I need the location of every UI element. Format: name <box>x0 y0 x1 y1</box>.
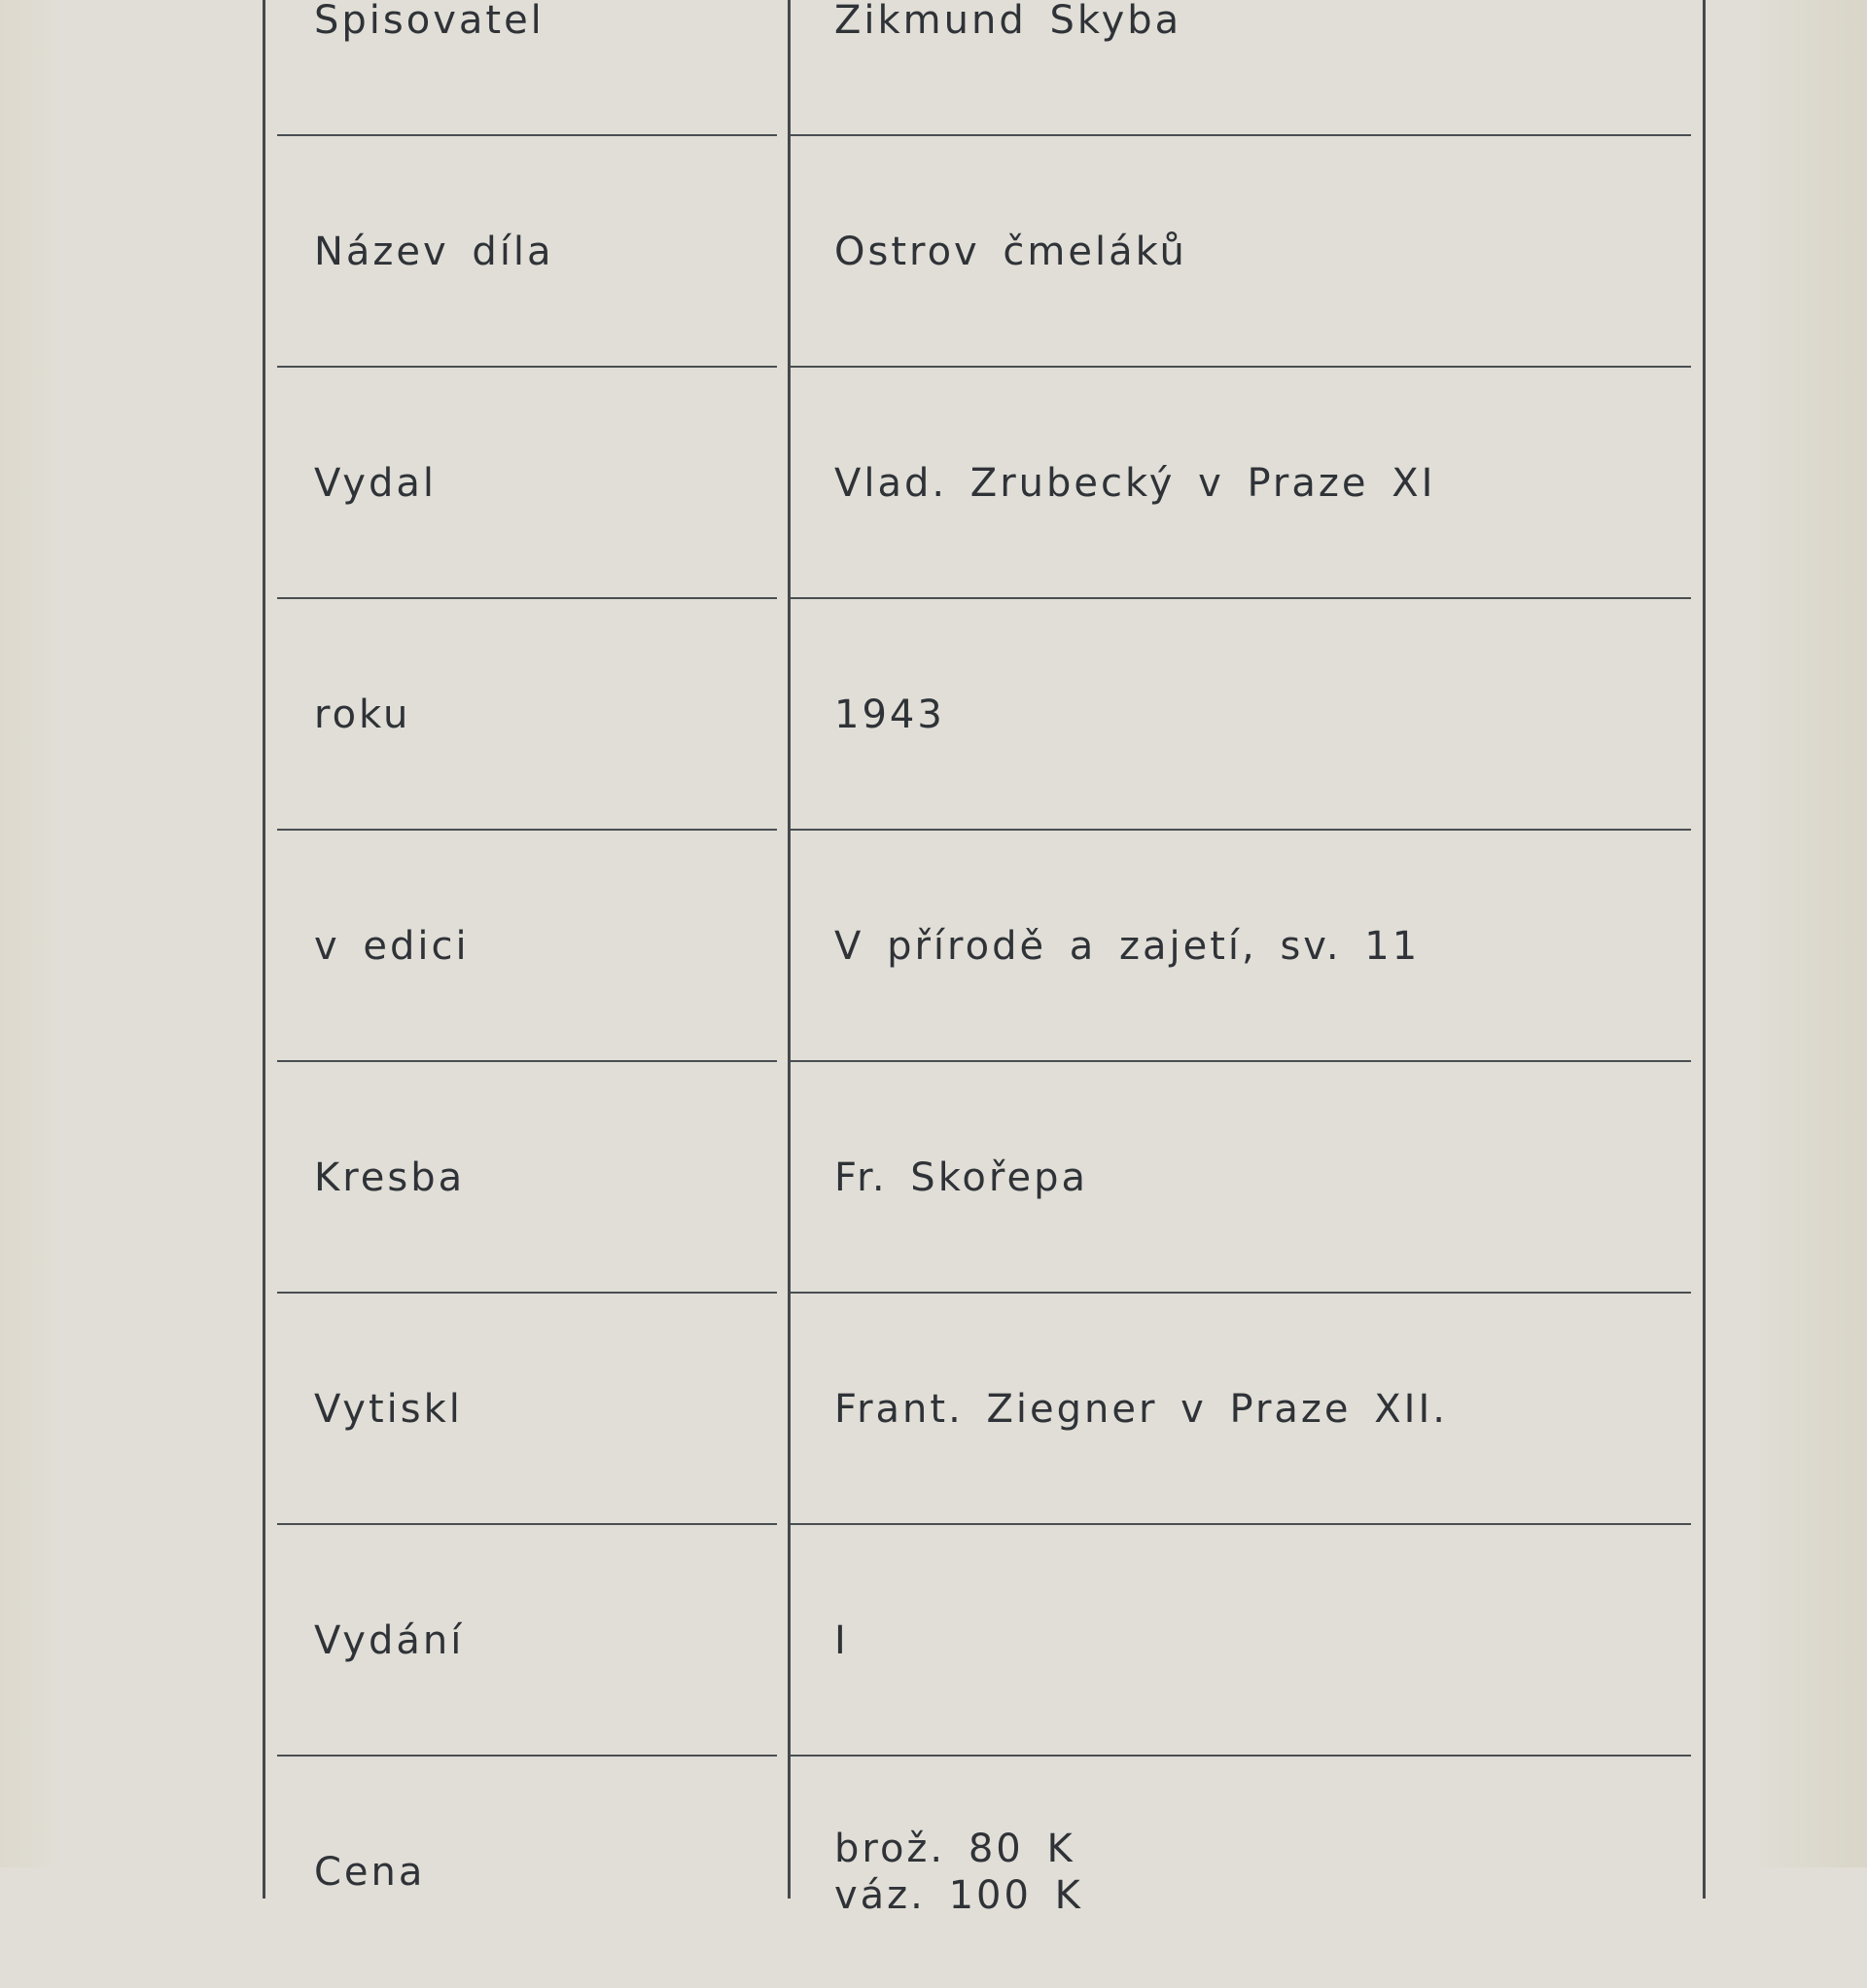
label-illustration: Kresba <box>314 1155 466 1200</box>
row-year <box>265 599 1703 831</box>
row-publisher <box>265 368 1703 599</box>
label-series: v edici <box>314 924 470 969</box>
label-edition: Vydání <box>314 1618 465 1663</box>
row-illustration <box>265 1062 1703 1294</box>
row-printer <box>265 1294 1703 1525</box>
value-title: Ostrov čmeláků <box>834 230 1187 274</box>
value-illustration: Fr. Skořepa <box>834 1155 1088 1200</box>
row-author <box>265 0 1703 136</box>
label-publisher: Vydal <box>314 461 437 506</box>
label-author: Spisovatel <box>314 0 545 43</box>
page-edge-shadow-left <box>0 0 58 1867</box>
label-printer: Vytiskl <box>314 1387 463 1432</box>
value-price: brož. 80 K váz. 100 K <box>834 1827 1083 1918</box>
label-price: Cena <box>314 1850 426 1895</box>
imprint-table <box>263 0 1706 1918</box>
page-edge-shadow-right <box>1750 0 1867 1867</box>
row-price <box>265 1757 1703 1988</box>
value-edition: I <box>834 1618 849 1663</box>
value-printer: Frant. Ziegner v Praze XII. <box>834 1387 1448 1432</box>
row-series <box>265 831 1703 1062</box>
value-year: 1943 <box>834 692 945 737</box>
label-title: Název díla <box>314 230 554 274</box>
value-author: Zikmund Skyba <box>834 0 1182 43</box>
label-year: roku <box>314 692 411 737</box>
value-series: V přírodě a zajetí, sv. 11 <box>834 924 1421 969</box>
row-title <box>265 136 1703 368</box>
value-publisher: Vlad. Zrubecký v Praze XI <box>834 461 1436 506</box>
row-edition <box>265 1525 1703 1757</box>
